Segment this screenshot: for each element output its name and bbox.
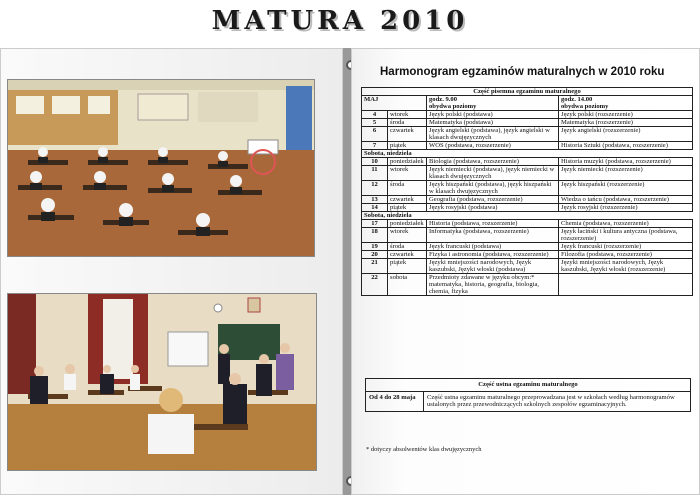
col2-level: obydwa poziomy (561, 103, 609, 110)
table-row (362, 158, 693, 166)
left-page (0, 48, 343, 495)
weekday: środa (388, 181, 427, 196)
day-number: 12 (362, 181, 388, 196)
morning-exam: WOS (podstawa, rozszerzenie) (427, 142, 559, 150)
day-number: 4 (362, 111, 388, 119)
col2-header (559, 96, 693, 111)
morning-exam: Język polski (podstawa) (427, 111, 559, 119)
table-row (362, 111, 693, 119)
table-row (362, 127, 693, 142)
weekday: środa (388, 243, 427, 251)
weekend-label: Sobota, niedziela (362, 212, 693, 220)
afternoon-exam: Historia muzyki (podstawa, rozszerzenie) (559, 158, 693, 166)
morning-exam: Biologia (podstawa, rozszerzenie) (427, 158, 559, 166)
day-number: 14 (362, 204, 388, 212)
weekday: czwartek (388, 127, 427, 142)
day-number: 6 (362, 127, 388, 142)
table-row (362, 243, 693, 251)
weekday: poniedziałek (388, 158, 427, 166)
weekday: środa (388, 119, 427, 127)
page-title: MATURA 2010 (211, 6, 469, 36)
day-number: 19 (362, 243, 388, 251)
weekday: piątek (388, 259, 427, 274)
afternoon-exam: Języki mniejszości narodowych, Język kaszubski, Języki włoski (rozszerzenie) (559, 259, 693, 274)
weekday: czwartek (388, 196, 427, 204)
afternoon-exam: Język francuski (rozszerzenie) (559, 243, 693, 251)
weekend-row (362, 150, 693, 158)
morning-exam: Geografia (podstawa, rozszerzenie) (427, 196, 559, 204)
afternoon-exam: Język polski (rozszerzenie) (559, 111, 693, 119)
morning-exam: Język niemiecki (podstawa), język niemiecki w klasach dwujęzycznych (427, 166, 559, 181)
afternoon-exam: Język rosyjski (rozszerzenie) (559, 204, 693, 212)
morning-exam: Matematyka (podstawa) (427, 119, 559, 127)
afternoon-exam: Filozofia (podstawa, rozszerzenie) (559, 251, 693, 259)
written-exam-table (361, 87, 693, 296)
weekday: poniedziałek (388, 220, 427, 228)
day-number: 5 (362, 119, 388, 127)
oral-exam-table (365, 378, 691, 412)
day-number: 22 (362, 274, 388, 296)
morning-exam: Fizyka i astronomia (podstawa, rozszerzenie) (427, 251, 559, 259)
afternoon-exam: Matematyka (rozszerzenie) (559, 119, 693, 127)
day-number: 18 (362, 228, 388, 243)
table-row (362, 196, 693, 204)
col1-time: godz. 9.00 (429, 96, 458, 103)
col2-time: godz. 14.00 (561, 96, 593, 103)
footnote: * dotyczy absolwentów klas dwujęzycznych (366, 446, 482, 453)
afternoon-exam (559, 274, 693, 296)
exam-hall-photo (7, 79, 315, 257)
weekday: wtorek (388, 166, 427, 181)
morning-exam: Przedmioty zdawane w języku obcym:* matematyka, historia, geografia, biologia, chemia, fizyka (427, 274, 559, 296)
morning-exam: Język angielski (podstawa), język angielski w klasach dwujęzycznych (427, 127, 559, 142)
col1-header (427, 96, 559, 111)
table-row (362, 251, 693, 259)
afternoon-exam: Historia Sztuki (podstawa, rozszerzenie) (559, 142, 693, 150)
afternoon-exam: Język hiszpański (rozszerzenie) (559, 181, 693, 196)
afternoon-exam: Wiedza o tańcu (podstawa, rozszerzenie) (559, 196, 693, 204)
table-row (362, 259, 693, 274)
day-number: 10 (362, 158, 388, 166)
weekend-label: Sobota, niedziela (362, 150, 693, 158)
weekday: wtorek (388, 111, 427, 119)
day-number: 20 (362, 251, 388, 259)
morning-exam: Język rosyjski (podstawa) (427, 204, 559, 212)
col1-level: obydwa poziomy (429, 103, 477, 110)
table-row (362, 181, 693, 196)
table-row (362, 274, 693, 296)
afternoon-exam: Język niemiecki (rozszerzenie) (559, 166, 693, 181)
weekday: wtorek (388, 228, 427, 243)
weekday: sobota (388, 274, 427, 296)
afternoon-exam: Język łaciński i kultura antyczna (podstawa, rozszerzenie) (559, 228, 693, 243)
schedule-title: Harmonogram egzaminów maturalnych w 2010 roku (380, 66, 665, 78)
day-number: 11 (362, 166, 388, 181)
afternoon-exam: Język angielski (rozszerzenie) (559, 127, 693, 142)
table-row (362, 204, 693, 212)
table-row (362, 220, 693, 228)
weekend-row (362, 212, 693, 220)
day-number: 17 (362, 220, 388, 228)
oral-section-heading: Część ustna egzaminu maturalnego (366, 379, 691, 392)
table-row (362, 166, 693, 181)
morning-exam: Język francuski (podstawa) (427, 243, 559, 251)
written-section-heading: Część pisemna egzaminu maturalnego (362, 88, 693, 96)
morning-exam: Informatyka (podstawa, rozszerzenie) (427, 228, 559, 243)
month-label: MAJ (362, 96, 427, 111)
day-number: 7 (362, 142, 388, 150)
binding-spine (343, 48, 351, 495)
weekday: piątek (388, 142, 427, 150)
table-row (362, 228, 693, 243)
morning-exam: Język hiszpański (podstawa), język hiszpański w klasach dwujęzycznych (427, 181, 559, 196)
weekday: piątek (388, 204, 427, 212)
classroom-photo (7, 293, 317, 471)
day-number: 13 (362, 196, 388, 204)
oral-description: Część ustna egzaminu maturalnego przeprowadzana jest w szkołach według harmonogramów ustalonych przez przewodniczących szkolnych zespołów egzaminacyjnych. (424, 391, 691, 411)
morning-exam: Historia (podstawa, rozszerzenie) (427, 220, 559, 228)
table-row (362, 142, 693, 150)
oral-dates: Od 4 do 28 maja (366, 391, 424, 411)
day-number: 21 (362, 259, 388, 274)
table-row (362, 119, 693, 127)
morning-exam: Języki mniejszości narodowych, Język kaszubski, Języki włoski (podstawa) (427, 259, 559, 274)
weekday: czwartek (388, 251, 427, 259)
afternoon-exam: Chemia (podstawa, rozszerzenie) (559, 220, 693, 228)
